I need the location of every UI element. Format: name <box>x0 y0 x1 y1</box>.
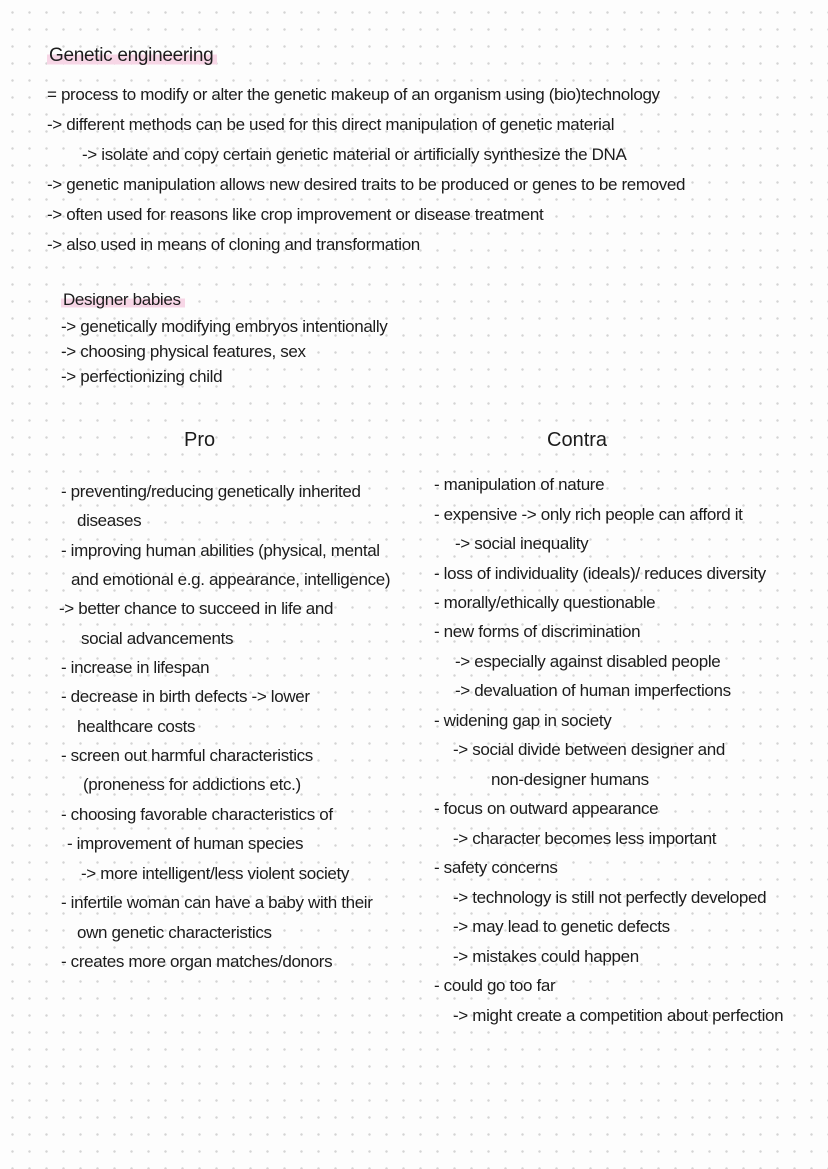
pro-line: - preventing/reducing genetically inherited <box>61 482 361 501</box>
pro-line: - creates more organ matches/donors <box>61 952 333 971</box>
contra-line: - focus on outward appearance <box>434 799 659 818</box>
contra-line: - widening gap in society <box>434 711 612 730</box>
contra-line: -> may lead to genetic defects <box>453 917 670 936</box>
contra-line: -> especially against disabled people <box>455 652 721 671</box>
contra-line: -> technology is still not perfectly developed <box>453 888 767 907</box>
pro-line: - improvement of human species <box>67 834 304 853</box>
pro-line: (proneness for addictions etc.) <box>83 775 301 794</box>
pro-line: - choosing favorable characteristics of <box>61 805 333 824</box>
contra-line: non-designer humans <box>491 770 649 789</box>
page-title-text: Genetic engineering <box>47 45 217 66</box>
page-title <box>47 44 217 68</box>
pro-line: social advancements <box>81 629 234 648</box>
contra-line: - manipulation of nature <box>434 475 605 494</box>
intro-line-3: -> isolate and copy certain genetic material or artificially synthesize the DNA <box>82 145 627 164</box>
pro-line: -> more intelligent/less violent society <box>81 864 350 883</box>
designer-point-3: -> perfectionizing child <box>61 367 223 386</box>
contra-line: - could go too far <box>434 976 556 995</box>
designer-point-1: -> genetically modifying embryos intentionally <box>61 317 388 336</box>
intro-line-5: -> often used for reasons like crop improvement or disease treatment <box>47 205 544 224</box>
contra-line: -> character becomes less important <box>453 829 717 848</box>
contra-line: - new forms of discrimination <box>434 622 641 641</box>
contra-line: - safety concerns <box>434 858 558 877</box>
designer-point-2: -> choosing physical features, sex <box>61 342 306 361</box>
designer-babies-title-text: Designer babies <box>61 290 185 309</box>
contra-line: - morally/ethically questionable <box>434 593 656 612</box>
contra-line: - loss of individuality (ideals)/ reduces diversity <box>434 564 766 583</box>
intro-line-4: -> genetic manipulation allows new desired traits to be produced or genes to be removed <box>47 175 686 194</box>
contra-line: -> might create a competition about perfection <box>453 1006 784 1025</box>
pro-line: diseases <box>77 511 142 530</box>
pro-line: - screen out harmful characteristics <box>61 746 313 765</box>
contra-line: -> devaluation of human imperfections <box>455 681 731 700</box>
contra-line: -> social inequality <box>455 534 589 553</box>
pro-heading: Pro <box>184 429 216 451</box>
pro-line: - increase in lifespan <box>61 658 210 677</box>
contra-line: -> mistakes could happen <box>453 947 639 966</box>
pro-line: -> better chance to succeed in life and <box>59 599 334 618</box>
contra-line: -> social divide between designer and <box>453 740 725 759</box>
designer-babies-title <box>61 289 185 311</box>
contra-heading: Contra <box>547 429 608 451</box>
pro-line: healthcare costs <box>77 717 196 736</box>
pro-line: own genetic characteristics <box>77 923 272 942</box>
pro-line: - improving human abilities (physical, mental <box>61 541 380 560</box>
pro-line: - decrease in birth defects -> lower <box>61 687 310 706</box>
intro-line-6: -> also used in means of cloning and transformation <box>47 235 420 254</box>
intro-line-1: = process to modify or alter the genetic makeup of an organism using (bio)technology <box>47 85 660 104</box>
pro-line: and emotional e.g. appearance, intelligence) <box>71 570 391 589</box>
intro-line-2: -> different methods can be used for this direct manipulation of genetic material <box>47 115 615 134</box>
pro-line: - infertile woman can have a baby with their <box>61 893 373 912</box>
contra-line: - expensive -> only rich people can afford it <box>434 505 743 524</box>
